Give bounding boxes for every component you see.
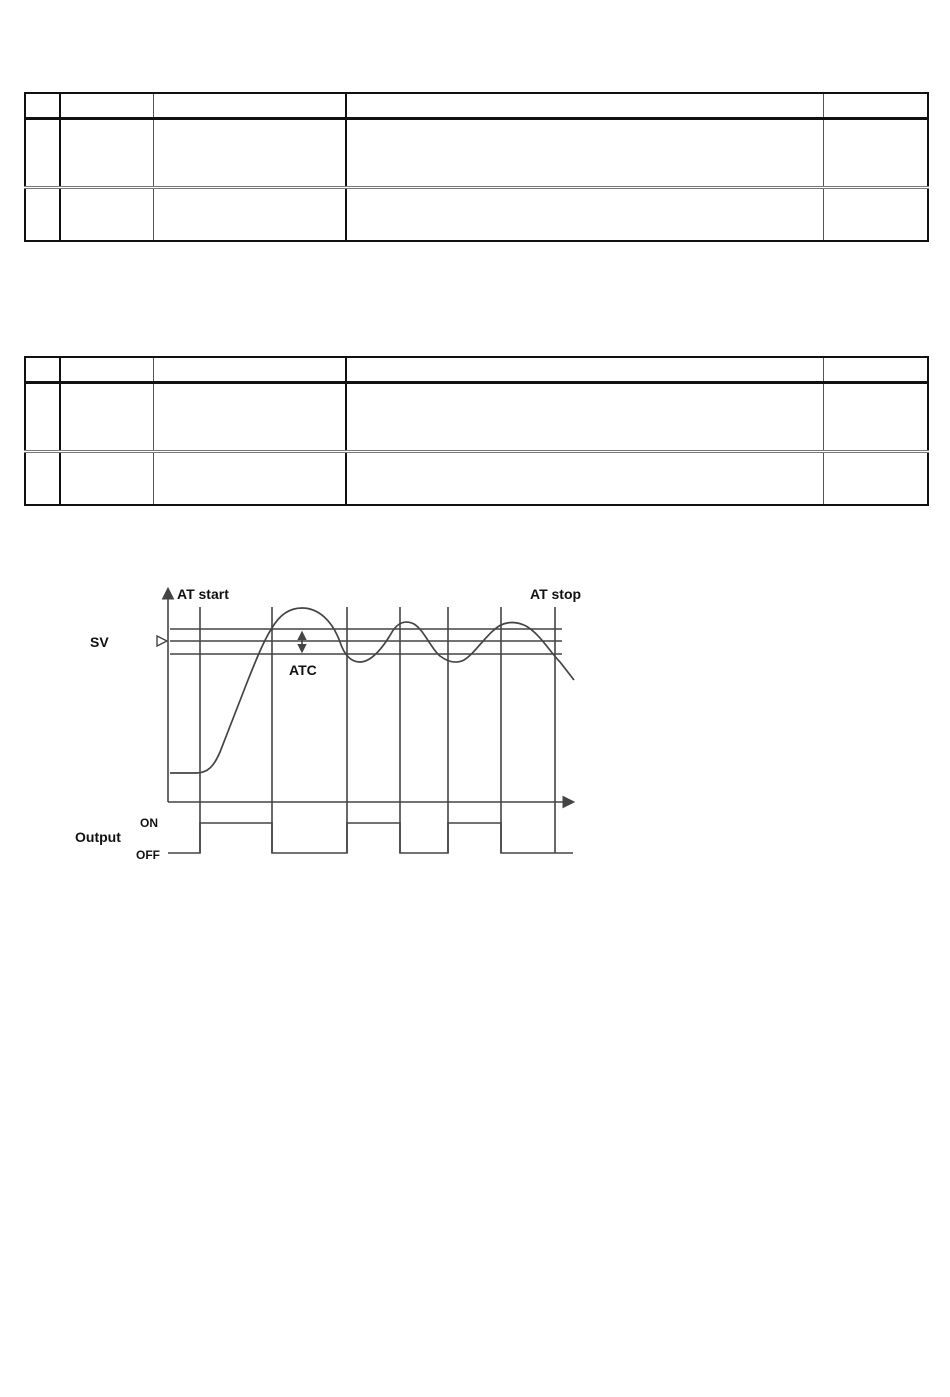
table-cell (346, 119, 823, 188)
table-cell (25, 119, 60, 188)
at-start-label: AT start (177, 586, 229, 602)
header-cell (60, 357, 153, 383)
table-cell (823, 383, 928, 452)
sv-label: SV (90, 634, 109, 650)
table-row (25, 452, 928, 506)
table-cell (25, 188, 60, 242)
header-cell (346, 357, 823, 383)
table-cell (823, 119, 928, 188)
header-cell (25, 93, 60, 119)
table-cell (60, 452, 153, 506)
on-label: ON (140, 816, 158, 830)
table-cell (823, 188, 928, 242)
process-value-curve (170, 608, 574, 773)
table-cell (60, 119, 153, 188)
table-cell (153, 188, 346, 242)
table-row (25, 383, 928, 452)
header-cell (60, 93, 153, 119)
table-cell (346, 452, 823, 506)
table-header-row (25, 357, 928, 383)
output-waveform (168, 823, 573, 853)
table-cell (60, 188, 153, 242)
header-cell (823, 357, 928, 383)
sv-marker-icon (157, 636, 167, 646)
table-row (25, 119, 928, 188)
table-cell (823, 452, 928, 506)
table-cell (153, 383, 346, 452)
table-header-row (25, 93, 928, 119)
header-cell (346, 93, 823, 119)
table-cell (346, 188, 823, 242)
table-row (25, 188, 928, 242)
off-label: OFF (136, 848, 160, 862)
table-cell (25, 383, 60, 452)
header-cell (25, 357, 60, 383)
auto-tuning-diagram (60, 578, 600, 868)
table-cell (153, 452, 346, 506)
parameter-table-2 (24, 356, 929, 506)
header-cell (153, 357, 346, 383)
table-cell (153, 119, 346, 188)
table-cell (60, 383, 153, 452)
atc-label: ATC (289, 662, 317, 678)
table-cell (25, 452, 60, 506)
header-cell (153, 93, 346, 119)
at-stop-label: AT stop (530, 586, 582, 602)
parameter-table-1 (24, 92, 929, 242)
table-cell (346, 383, 823, 452)
output-label: Output (75, 829, 121, 845)
header-cell (823, 93, 928, 119)
